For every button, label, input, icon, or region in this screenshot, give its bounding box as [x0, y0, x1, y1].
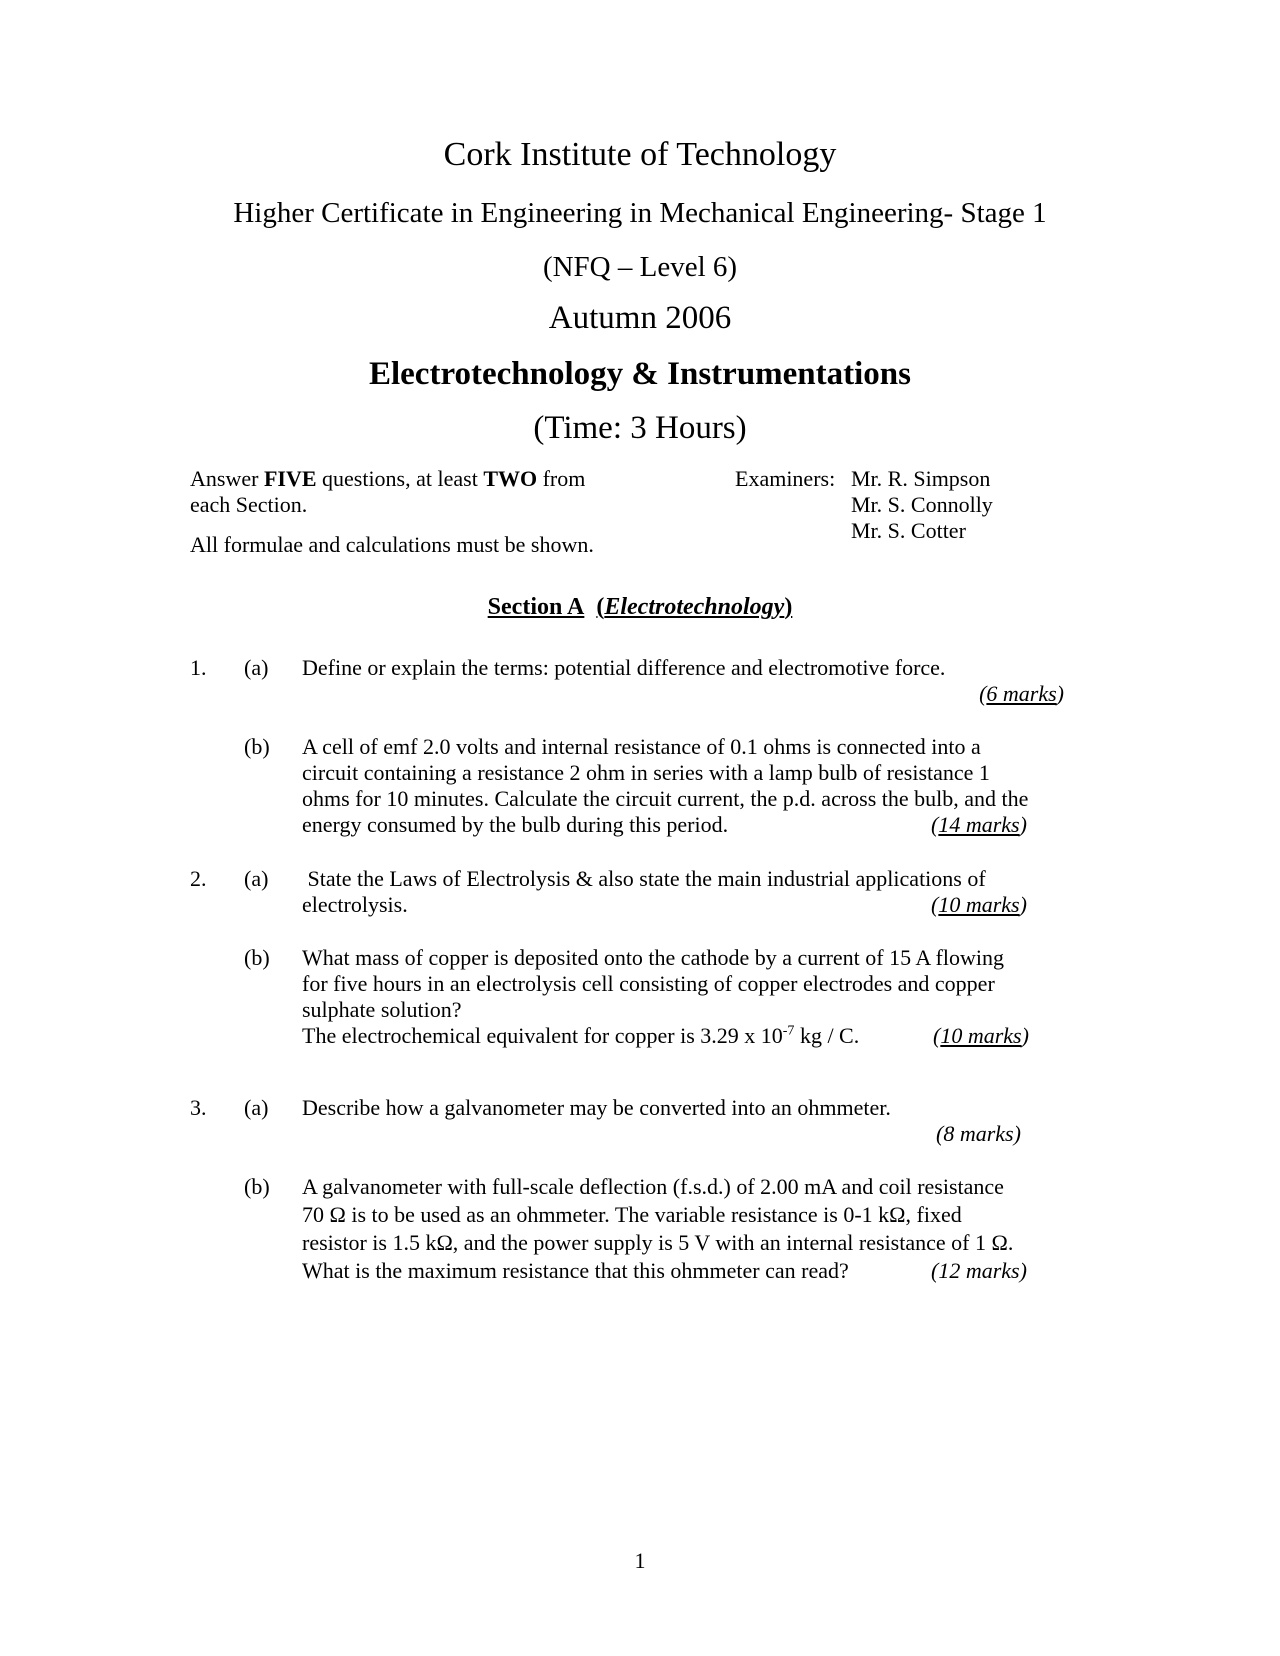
marks-label: (8 marks)	[936, 1121, 1021, 1146]
answer-instructions	[190, 466, 630, 518]
section-heading	[0, 594, 1280, 621]
question-line: What mass of copper is deposited onto the cathode by a current of 15 A flowing	[302, 945, 1004, 970]
section-paren-open: (	[596, 594, 605, 620]
question-part-label: (b)	[244, 945, 270, 970]
question-part-label: (a)	[244, 1095, 269, 1120]
question-line: What is the maximum resistance that this ohmmeter can read?	[302, 1258, 849, 1283]
examiner-name: Mr. R. Simpson	[851, 466, 991, 491]
subject-title: Electrotechnology & Instrumentations	[368, 356, 912, 392]
section-paren-close: )	[784, 594, 793, 620]
question-line: for five hours in an electrolysis cell consisting of copper electrodes and copper	[302, 971, 995, 996]
page-number: 1	[634, 1548, 646, 1573]
question-number: 1.	[190, 655, 207, 680]
examiner-name: Mr. S. Connolly	[851, 492, 993, 517]
question-line-end: kg / C.	[794, 1023, 860, 1048]
question-line: resistor is 1.5 kΩ, and the power supply is 5 V with an internal resistance of 1 Ω.	[302, 1230, 1014, 1255]
marks-value: 14 marks	[938, 812, 1020, 837]
exponent: -7	[782, 1023, 795, 1039]
instructions-two: TWO	[483, 466, 538, 491]
level-label: (NFQ – Level 6)	[542, 251, 738, 283]
question-text	[302, 866, 1082, 918]
marks-label: (10 marks)	[933, 1023, 1029, 1048]
marks-label: (10 marks)	[931, 892, 1027, 917]
marks-value: 6 marks	[986, 681, 1057, 706]
question-line: Define or explain the terms: potential difference and electromotive force.	[302, 655, 946, 680]
question-part-label: (a)	[244, 655, 269, 680]
question-line: The electrochemical equivalent for copper is 3.29 x 10	[302, 1023, 783, 1048]
question-line: A cell of emf 2.0 volts and internal resistance of 0.1 ohms is connected into a	[302, 734, 981, 759]
question-text	[302, 945, 1082, 1049]
examiners-label: Examiners:	[735, 466, 836, 491]
question-part-label: (b)	[244, 1174, 270, 1199]
instructions-five: FIVE	[263, 466, 317, 491]
question-number: 3.	[190, 1095, 207, 1120]
marks-label: (6 marks)	[979, 681, 1064, 706]
question-line: A galvanometer with full-scale deflection (f.s.d.) of 2.00 mA and coil resistance	[302, 1174, 1004, 1199]
instructions-mid: questions, at least	[316, 466, 484, 491]
marks-value: 10 marks	[940, 1023, 1022, 1048]
institution-title: Cork Institute of Technology	[443, 136, 837, 173]
examiner-name: Mr. S. Cotter	[851, 518, 966, 543]
duration-label: (Time: 3 Hours)	[533, 410, 747, 446]
section-name: Electrotechnology	[604, 594, 785, 620]
marks-label: (12 marks)	[931, 1258, 1027, 1283]
question-part-label: (a)	[244, 866, 269, 891]
question-number: 2.	[190, 866, 207, 891]
instructions-post: from each Section.	[190, 466, 586, 517]
marks-label: (14 marks)	[931, 812, 1027, 837]
marks-value: 10 marks	[938, 892, 1020, 917]
question-line: energy consumed by the bulb during this period.	[302, 812, 729, 837]
question-line: 70 Ω is to be used as an ohmmeter. The variable resistance is 0-1 kΩ, fixed	[302, 1202, 962, 1227]
question-line: sulphate solution?	[302, 997, 462, 1022]
question-line: circuit containing a resistance 2 ohm in series with a lamp bulb of resistance 1	[302, 760, 990, 785]
question-text	[302, 734, 1082, 838]
question-line: electrolysis.	[302, 892, 408, 917]
marks-value: 12 marks	[938, 1258, 1020, 1283]
question-text	[302, 1095, 1082, 1147]
question-line: ohms for 10 minutes. Calculate the circuit current, the p.d. across the bulb, and the	[302, 786, 1029, 811]
programme-title: Higher Certificate in Engineering in Mechanical Engineering- Stage 1	[233, 197, 1047, 229]
question-text	[302, 1173, 1082, 1285]
question-line: State the Laws of Electrolysis & also state the main industrial applications of	[302, 866, 986, 891]
question-part-label: (b)	[244, 734, 270, 759]
examiners-block	[735, 466, 993, 544]
section-label: Section A	[487, 594, 585, 620]
formulae-instruction: All formulae and calculations must be shown.	[190, 532, 594, 557]
session-label: Autumn 2006	[548, 300, 732, 336]
marks-value: 8 marks	[943, 1121, 1014, 1146]
question-line: Describe how a galvanometer may be converted into an ohmmeter.	[302, 1095, 891, 1120]
question-text	[302, 655, 1082, 707]
instructions-pre: Answer	[190, 466, 264, 491]
